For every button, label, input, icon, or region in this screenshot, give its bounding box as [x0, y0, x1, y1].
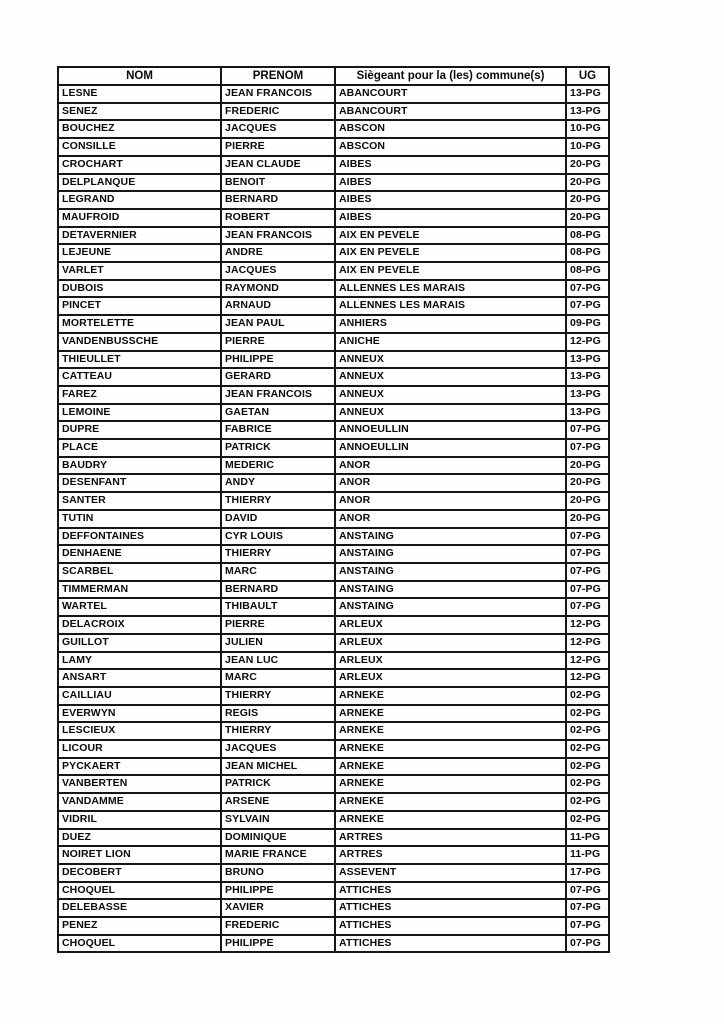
cell-ug: 12-PG	[566, 652, 609, 670]
cell-commune: ABANCOURT	[335, 103, 566, 121]
cell-ug: 07-PG	[566, 280, 609, 298]
table-row	[58, 829, 609, 847]
table-body	[58, 85, 609, 952]
table-row	[58, 457, 609, 475]
table-row	[58, 85, 609, 103]
cell-commune: ARNEKE	[335, 740, 566, 758]
table-row	[58, 705, 609, 723]
cell-prenom: ROBERT	[221, 209, 335, 227]
cell-ug: 08-PG	[566, 227, 609, 245]
table-row	[58, 315, 609, 333]
cell-commune: ARLEUX	[335, 616, 566, 634]
cell-prenom: PHILIPPE	[221, 935, 335, 953]
table-row	[58, 421, 609, 439]
cell-commune: AIX EN PEVELE	[335, 227, 566, 245]
cell-nom: DEFFONTAINES	[58, 528, 221, 546]
table-row	[58, 227, 609, 245]
table-row	[58, 280, 609, 298]
cell-commune: ATTICHES	[335, 935, 566, 953]
table-row	[58, 811, 609, 829]
cell-prenom: BENOIT	[221, 174, 335, 192]
cell-ug: 12-PG	[566, 616, 609, 634]
cell-commune: ANSTAING	[335, 528, 566, 546]
cell-commune: ANOR	[335, 474, 566, 492]
cell-commune: ANNEUX	[335, 404, 566, 422]
cell-ug: 13-PG	[566, 85, 609, 103]
cell-nom: VIDRIL	[58, 811, 221, 829]
cell-ug: 07-PG	[566, 421, 609, 439]
cell-ug: 12-PG	[566, 634, 609, 652]
cell-commune: ABSCON	[335, 120, 566, 138]
table-row	[58, 669, 609, 687]
cell-nom: CATTEAU	[58, 368, 221, 386]
cell-nom: SCARBEL	[58, 563, 221, 581]
cell-prenom: THIERRY	[221, 545, 335, 563]
cell-commune: ARNEKE	[335, 775, 566, 793]
cell-nom: VANDENBUSSCHE	[58, 333, 221, 351]
cell-ug: 20-PG	[566, 191, 609, 209]
cell-prenom: PIERRE	[221, 616, 335, 634]
cell-nom: BAUDRY	[58, 457, 221, 475]
table-row	[58, 563, 609, 581]
cell-nom: ANSART	[58, 669, 221, 687]
cell-nom: VANDAMME	[58, 793, 221, 811]
cell-nom: SENEZ	[58, 103, 221, 121]
table-row	[58, 687, 609, 705]
cell-commune: ANOR	[335, 457, 566, 475]
cell-ug: 20-PG	[566, 457, 609, 475]
cell-prenom: DOMINIQUE	[221, 829, 335, 847]
table-row	[58, 793, 609, 811]
cell-prenom: FABRICE	[221, 421, 335, 439]
header-commune: Siègeant pour la (les) commune(s)	[335, 67, 566, 85]
cell-nom: PINCET	[58, 297, 221, 315]
cell-nom: CONSILLE	[58, 138, 221, 156]
cell-prenom: THIERRY	[221, 722, 335, 740]
cell-prenom: JULIEN	[221, 634, 335, 652]
cell-commune: AIBES	[335, 156, 566, 174]
cell-commune: ABSCON	[335, 138, 566, 156]
cell-commune: ANNEUX	[335, 368, 566, 386]
cell-prenom: ARSENE	[221, 793, 335, 811]
table-row	[58, 882, 609, 900]
cell-nom: BOUCHEZ	[58, 120, 221, 138]
table-row	[58, 935, 609, 953]
cell-prenom: JEAN FRANCOIS	[221, 386, 335, 404]
cell-commune: ANNEUX	[335, 386, 566, 404]
cell-commune: ARLEUX	[335, 634, 566, 652]
cell-prenom: MEDERIC	[221, 457, 335, 475]
cell-ug: 13-PG	[566, 386, 609, 404]
cell-commune: ANSTAING	[335, 545, 566, 563]
cell-nom: MAUFROID	[58, 209, 221, 227]
cell-prenom: BRUNO	[221, 864, 335, 882]
table-row	[58, 528, 609, 546]
table-row	[58, 758, 609, 776]
cell-ug: 11-PG	[566, 846, 609, 864]
cell-ug: 13-PG	[566, 368, 609, 386]
cell-nom: LAMY	[58, 652, 221, 670]
table-header	[58, 67, 609, 85]
cell-ug: 02-PG	[566, 793, 609, 811]
cell-ug: 12-PG	[566, 669, 609, 687]
cell-ug: 07-PG	[566, 598, 609, 616]
cell-nom: CHOQUEL	[58, 935, 221, 953]
cell-prenom: ANDRE	[221, 244, 335, 262]
cell-nom: CROCHART	[58, 156, 221, 174]
cell-commune: ARNEKE	[335, 687, 566, 705]
cell-commune: ARNEKE	[335, 705, 566, 723]
cell-ug: 11-PG	[566, 829, 609, 847]
cell-nom: DESENFANT	[58, 474, 221, 492]
cell-nom: THIEULLET	[58, 351, 221, 369]
cell-prenom: JEAN PAUL	[221, 315, 335, 333]
cell-nom: NOIRET LION	[58, 846, 221, 864]
cell-prenom: PIERRE	[221, 138, 335, 156]
cell-nom: PLACE	[58, 439, 221, 457]
cell-prenom: JACQUES	[221, 740, 335, 758]
cell-nom: DUBOIS	[58, 280, 221, 298]
table-row	[58, 492, 609, 510]
cell-prenom: SYLVAIN	[221, 811, 335, 829]
table-row	[58, 297, 609, 315]
cell-nom: LICOUR	[58, 740, 221, 758]
cell-commune: ALLENNES LES MARAIS	[335, 297, 566, 315]
cell-nom: LESNE	[58, 85, 221, 103]
cell-prenom: GAETAN	[221, 404, 335, 422]
cell-ug: 02-PG	[566, 758, 609, 776]
cell-commune: ARNEKE	[335, 793, 566, 811]
cell-nom: FAREZ	[58, 386, 221, 404]
table-row	[58, 386, 609, 404]
table-row	[58, 545, 609, 563]
table-row	[58, 244, 609, 262]
cell-commune: ATTICHES	[335, 899, 566, 917]
cell-commune: ANNOEULLIN	[335, 421, 566, 439]
table-row	[58, 581, 609, 599]
cell-prenom: ARNAUD	[221, 297, 335, 315]
cell-commune: ARLEUX	[335, 652, 566, 670]
table-row	[58, 156, 609, 174]
cell-prenom: JACQUES	[221, 120, 335, 138]
cell-nom: EVERWYN	[58, 705, 221, 723]
cell-nom: LEGRAND	[58, 191, 221, 209]
cell-prenom: PATRICK	[221, 439, 335, 457]
cell-commune: ANOR	[335, 510, 566, 528]
cell-ug: 13-PG	[566, 351, 609, 369]
cell-commune: ALLENNES LES MARAIS	[335, 280, 566, 298]
cell-ug: 07-PG	[566, 563, 609, 581]
cell-ug: 07-PG	[566, 935, 609, 953]
cell-commune: ASSEVENT	[335, 864, 566, 882]
cell-prenom: BERNARD	[221, 581, 335, 599]
cell-nom: LEMOINE	[58, 404, 221, 422]
cell-prenom: JEAN FRANCOIS	[221, 85, 335, 103]
cell-prenom: RAYMOND	[221, 280, 335, 298]
cell-prenom: DAVID	[221, 510, 335, 528]
cell-commune: ARLEUX	[335, 669, 566, 687]
table-row	[58, 262, 609, 280]
table-row	[58, 846, 609, 864]
cell-ug: 02-PG	[566, 775, 609, 793]
cell-ug: 20-PG	[566, 209, 609, 227]
cell-ug: 02-PG	[566, 740, 609, 758]
table-row	[58, 368, 609, 386]
cell-prenom: THIERRY	[221, 492, 335, 510]
cell-ug: 12-PG	[566, 333, 609, 351]
cell-prenom: PHILIPPE	[221, 882, 335, 900]
cell-ug: 07-PG	[566, 581, 609, 599]
cell-commune: AIX EN PEVELE	[335, 262, 566, 280]
cell-nom: TIMMERMAN	[58, 581, 221, 599]
cell-commune: ANNOEULLIN	[335, 439, 566, 457]
cell-prenom: JEAN MICHEL	[221, 758, 335, 776]
table-row	[58, 917, 609, 935]
table-row	[58, 899, 609, 917]
cell-nom: DELEBASSE	[58, 899, 221, 917]
cell-ug: 07-PG	[566, 439, 609, 457]
cell-prenom: PATRICK	[221, 775, 335, 793]
cell-ug: 07-PG	[566, 528, 609, 546]
cell-nom: DUPRE	[58, 421, 221, 439]
cell-prenom: JACQUES	[221, 262, 335, 280]
cell-commune: ARTRES	[335, 846, 566, 864]
cell-nom: PENEZ	[58, 917, 221, 935]
table-row	[58, 174, 609, 192]
cell-prenom: JEAN FRANCOIS	[221, 227, 335, 245]
cell-ug: 07-PG	[566, 899, 609, 917]
cell-nom: VANBERTEN	[58, 775, 221, 793]
cell-prenom: THIERRY	[221, 687, 335, 705]
table-row	[58, 191, 609, 209]
cell-ug: 20-PG	[566, 174, 609, 192]
cell-prenom: FREDERIC	[221, 103, 335, 121]
cell-commune: ATTICHES	[335, 917, 566, 935]
table-row	[58, 634, 609, 652]
cell-nom: DENHAENE	[58, 545, 221, 563]
table-row	[58, 616, 609, 634]
cell-nom: GUILLOT	[58, 634, 221, 652]
cell-commune: AIBES	[335, 174, 566, 192]
cell-ug: 09-PG	[566, 315, 609, 333]
cell-nom: CAILLIAU	[58, 687, 221, 705]
cell-ug: 08-PG	[566, 262, 609, 280]
header-ug: UG	[566, 67, 609, 85]
cell-nom: TUTIN	[58, 510, 221, 528]
table-row	[58, 652, 609, 670]
table-row	[58, 598, 609, 616]
table-row	[58, 351, 609, 369]
table-row	[58, 103, 609, 121]
cell-commune: AIBES	[335, 209, 566, 227]
table-row	[58, 209, 609, 227]
cell-ug: 07-PG	[566, 297, 609, 315]
cell-ug: 17-PG	[566, 864, 609, 882]
table-row	[58, 439, 609, 457]
cell-ug: 07-PG	[566, 882, 609, 900]
cell-commune: ANSTAING	[335, 598, 566, 616]
cell-prenom: ANDY	[221, 474, 335, 492]
cell-prenom: FREDERIC	[221, 917, 335, 935]
cell-prenom: REGIS	[221, 705, 335, 723]
table-row	[58, 474, 609, 492]
cell-prenom: JEAN CLAUDE	[221, 156, 335, 174]
header-row	[58, 67, 609, 85]
cell-commune: ARNEKE	[335, 811, 566, 829]
cell-prenom: XAVIER	[221, 899, 335, 917]
cell-ug: 07-PG	[566, 917, 609, 935]
cell-ug: 07-PG	[566, 545, 609, 563]
cell-prenom: MARC	[221, 563, 335, 581]
cell-nom: DELACROIX	[58, 616, 221, 634]
cell-prenom: JEAN LUC	[221, 652, 335, 670]
cell-commune: ANOR	[335, 492, 566, 510]
cell-prenom: BERNARD	[221, 191, 335, 209]
cell-prenom: MARIE FRANCE	[221, 846, 335, 864]
cell-nom: LEJEUNE	[58, 244, 221, 262]
table-row	[58, 775, 609, 793]
cell-ug: 20-PG	[566, 474, 609, 492]
cell-nom: PYCKAERT	[58, 758, 221, 776]
table-row	[58, 120, 609, 138]
cell-prenom: CYR LOUIS	[221, 528, 335, 546]
cell-ug: 13-PG	[566, 103, 609, 121]
cell-commune: AIX EN PEVELE	[335, 244, 566, 262]
table-row	[58, 740, 609, 758]
cell-nom: VARLET	[58, 262, 221, 280]
cell-ug: 13-PG	[566, 404, 609, 422]
table-row	[58, 510, 609, 528]
cell-prenom: MARC	[221, 669, 335, 687]
header-prenom: PRENOM	[221, 67, 335, 85]
cell-nom: MORTELETTE	[58, 315, 221, 333]
cell-ug: 08-PG	[566, 244, 609, 262]
cell-commune: ARNEKE	[335, 722, 566, 740]
table-row	[58, 138, 609, 156]
table-row	[58, 864, 609, 882]
cell-prenom: PIERRE	[221, 333, 335, 351]
cell-ug: 02-PG	[566, 722, 609, 740]
cell-nom: CHOQUEL	[58, 882, 221, 900]
cell-commune: ANSTAING	[335, 563, 566, 581]
cell-nom: DECOBERT	[58, 864, 221, 882]
cell-commune: ARNEKE	[335, 758, 566, 776]
cell-ug: 20-PG	[566, 492, 609, 510]
cell-commune: ANICHE	[335, 333, 566, 351]
cell-commune: ABANCOURT	[335, 85, 566, 103]
cell-ug: 20-PG	[566, 510, 609, 528]
cell-ug: 02-PG	[566, 705, 609, 723]
cell-ug: 10-PG	[566, 120, 609, 138]
cell-prenom: THIBAULT	[221, 598, 335, 616]
cell-prenom: PHILIPPE	[221, 351, 335, 369]
cell-commune: ARTRES	[335, 829, 566, 847]
cell-ug: 20-PG	[566, 156, 609, 174]
cell-ug: 02-PG	[566, 687, 609, 705]
cell-nom: DUEZ	[58, 829, 221, 847]
table-row	[58, 404, 609, 422]
header-nom: NOM	[58, 67, 221, 85]
cell-nom: DELPLANQUE	[58, 174, 221, 192]
cell-nom: WARTEL	[58, 598, 221, 616]
cell-commune: AIBES	[335, 191, 566, 209]
cell-prenom: GERARD	[221, 368, 335, 386]
cell-nom: LESCIEUX	[58, 722, 221, 740]
cell-nom: DETAVERNIER	[58, 227, 221, 245]
cell-commune: ATTICHES	[335, 882, 566, 900]
cell-commune: ANNEUX	[335, 351, 566, 369]
roster-table	[57, 66, 610, 953]
cell-nom: SANTER	[58, 492, 221, 510]
cell-ug: 10-PG	[566, 138, 609, 156]
cell-ug: 02-PG	[566, 811, 609, 829]
cell-commune: ANSTAING	[335, 581, 566, 599]
table-row	[58, 333, 609, 351]
table-row	[58, 722, 609, 740]
cell-commune: ANHIERS	[335, 315, 566, 333]
